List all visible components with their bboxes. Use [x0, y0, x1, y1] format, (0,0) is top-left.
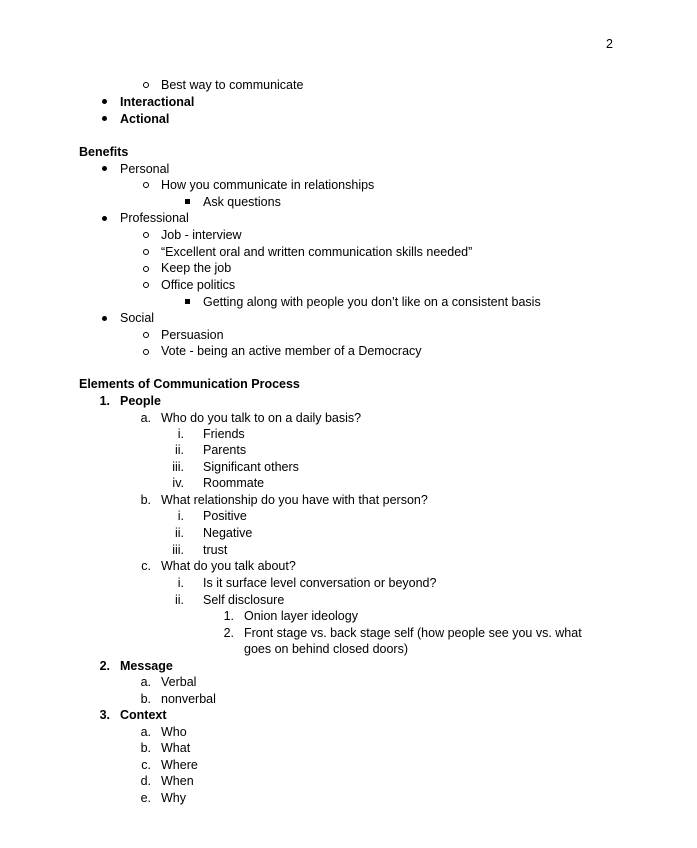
list-marker: i. [177, 509, 184, 523]
list-number: 1. [99, 394, 110, 408]
bullet-icon [102, 99, 107, 104]
bullet-icon [102, 166, 107, 171]
list-item: Interactional [120, 95, 195, 109]
list-item: Roommate [203, 476, 265, 490]
list-item: Vote - being an active member of a Democracy [161, 344, 422, 358]
section-heading: Benefits [79, 145, 129, 159]
list-item: “Excellent oral and written communication skills needed” [161, 245, 473, 259]
list-item: Actional [120, 112, 170, 126]
list-item: When [161, 774, 194, 788]
list-marker: c. [141, 758, 151, 772]
list-item: Social [120, 311, 155, 325]
hollow-bullet-icon [143, 249, 149, 255]
list-marker: iii. [172, 543, 184, 557]
list-item: Positive [203, 509, 247, 523]
list-marker: iv. [172, 476, 184, 490]
list-item: What do you talk about? [161, 559, 296, 573]
hollow-bullet-icon [143, 282, 149, 288]
list-marker: b. [140, 493, 151, 507]
section-heading: Elements of Communication Process [79, 377, 300, 391]
list-item: Negative [203, 526, 253, 540]
list-marker: e. [140, 791, 151, 805]
bullet-icon [102, 116, 107, 121]
list-marker: i. [177, 427, 184, 441]
square-bullet-icon [185, 199, 190, 204]
list-item: Ask questions [203, 195, 281, 209]
list-item-continuation: goes on behind closed doors) [244, 642, 409, 656]
list-item: Who do you talk to on a daily basis? [161, 411, 362, 425]
list-item: Job - interview [161, 228, 242, 242]
list-marker: i. [177, 576, 184, 590]
list-number: 2. [99, 659, 110, 673]
list-item: Keep the job [161, 261, 232, 275]
hollow-bullet-icon [143, 232, 149, 238]
list-marker: ii. [174, 443, 184, 457]
list-item: Message [120, 659, 173, 673]
list-marker: ii. [174, 593, 184, 607]
hollow-bullet-icon [143, 332, 149, 338]
list-item: How you communicate in relationships [161, 178, 375, 192]
hollow-bullet-icon [143, 266, 149, 272]
list-marker: c. [141, 559, 151, 573]
list-item: Why [161, 791, 186, 805]
list-item: Getting along with people you don’t like on a consistent basis [203, 295, 541, 309]
list-item: Persuasion [161, 328, 224, 342]
list-item: Is it surface level conversation or beyond? [203, 576, 437, 590]
hollow-bullet-icon [143, 349, 149, 355]
bullet-icon [102, 216, 107, 221]
list-marker: ii. [174, 526, 184, 540]
list-item: Verbal [161, 675, 197, 689]
list-marker: a. [140, 725, 151, 739]
list-item: Office politics [161, 278, 236, 292]
list-item: What [161, 741, 191, 755]
list-item: Onion layer ideology [244, 609, 358, 623]
list-item: Self disclosure [203, 593, 285, 607]
list-marker: a. [140, 411, 151, 425]
list-marker: d. [140, 774, 151, 788]
list-item: People [120, 394, 161, 408]
hollow-bullet-icon [143, 82, 149, 88]
page-number: 2 [606, 37, 613, 51]
list-marker: iii. [172, 460, 184, 474]
list-item: Who [161, 725, 187, 739]
list-item: Professional [120, 211, 189, 225]
list-number: 3. [99, 708, 110, 722]
list-marker: 2. [223, 626, 234, 640]
list-item: trust [203, 543, 228, 557]
list-item: Personal [120, 162, 170, 176]
list-item: Front stage vs. back stage self (how people see you vs. what [244, 626, 582, 640]
list-marker: a. [140, 675, 151, 689]
list-item: Best way to communicate [161, 78, 304, 92]
hollow-bullet-icon [143, 182, 149, 188]
list-item: What relationship do you have with that person? [161, 493, 428, 507]
list-item: Parents [203, 443, 247, 457]
list-marker: 1. [223, 609, 234, 623]
list-item: Friends [203, 427, 245, 441]
list-marker: b. [140, 692, 151, 706]
square-bullet-icon [185, 299, 190, 304]
list-marker: b. [140, 741, 151, 755]
list-item: Where [161, 758, 198, 772]
list-item: Significant others [203, 460, 299, 474]
bullet-icon [102, 316, 107, 321]
list-item: Context [120, 708, 167, 722]
list-item: nonverbal [161, 692, 216, 706]
